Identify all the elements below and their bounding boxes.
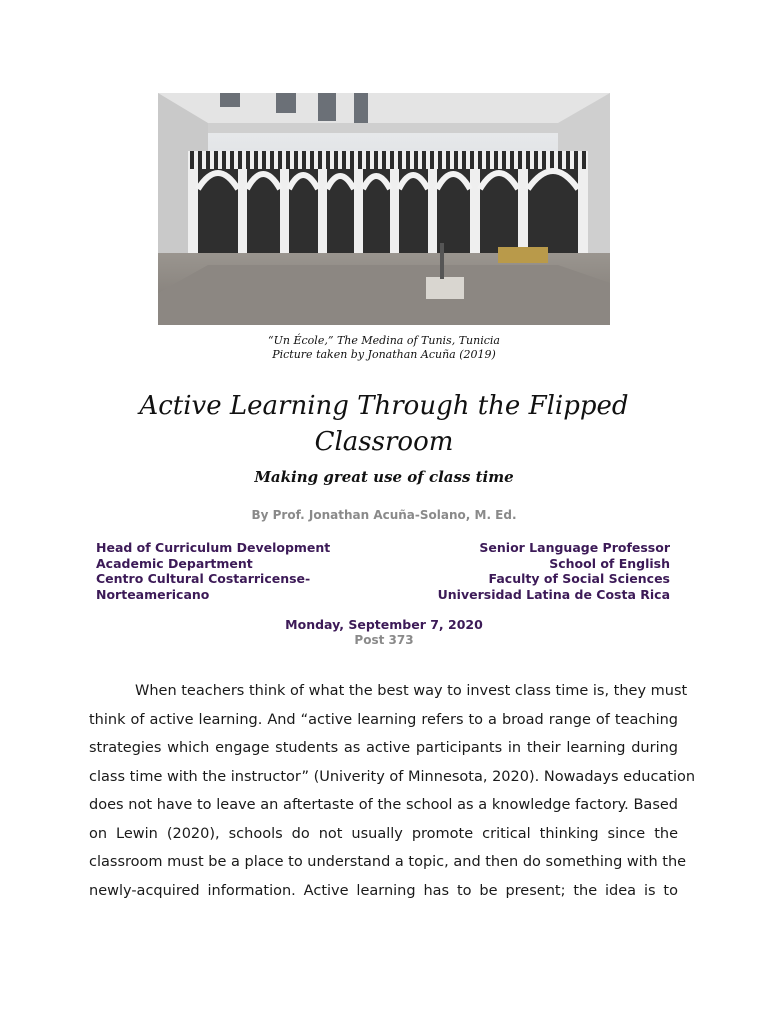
affiliation-left-line: Norteamericano [96,586,210,602]
author-byline: By Prof. Jonathan Acuña-Solano, M. Ed. [251,508,517,522]
body-line: When teachers think of what the best way to invest class time is, they must [135,683,688,699]
courtyard-illustration [158,93,610,325]
affiliation-left-line: Academic Department [96,555,253,571]
body-line: think of active learning. And “active learning refers to a broad range of teaching [89,711,678,728]
affiliation-left-line: Head of Curriculum Development [96,540,331,555]
photo-caption-line-1: “Un École,” The Medina of Tunis, Tunicia [268,334,500,347]
affiliation-right-line: School of English [549,555,670,571]
affiliation-right-line: Universidad Latina de Costa Rica [437,586,670,602]
body-line: strategies which engage students as active participants in their learning during [89,740,678,756]
photo-caption-line-2: Picture taken by Jonathan Acuña (2019) [272,348,496,361]
affiliation-right-line: Senior Language Professor [479,540,670,555]
affiliation-left-line: Centro Cultural Costarricense- [96,571,311,586]
article-body [89,677,696,905]
body-line: classroom must be a place to understand a topic, and then do something with the [89,854,687,870]
post-number: Post 373 [354,633,414,647]
body-line: newly-acquired information. Active learning has to be present; the idea is to [89,882,678,899]
body-line: does not have to leave an aftertaste of the school as a knowledge factory. Based [89,797,678,813]
article-title: Active Learning Through the Flipped Classroom [139,391,629,457]
post-date: Monday, September 7, 2020 [285,617,483,632]
body-line: on Lewin (2020), schools do not usually promote critical thinking since the [89,825,678,842]
courtyard-photo [158,93,610,325]
affiliation-left [96,540,330,602]
body-line: class time with the instructor” (Univerity of Minnesota, 2020). Nowadays education [89,768,696,785]
affiliation-right-line: Faculty of Social Sciences [488,571,670,586]
affiliation-right [438,540,670,602]
article-subtitle: Making great use of class time [254,468,514,486]
